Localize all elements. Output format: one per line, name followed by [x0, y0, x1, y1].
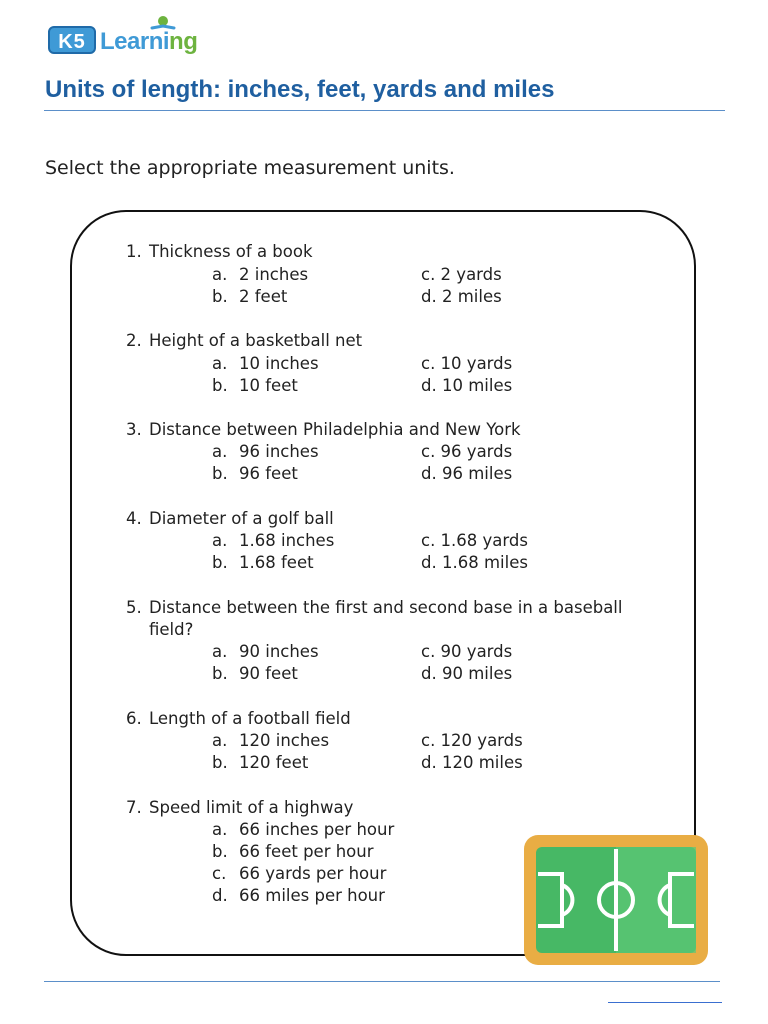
logo-badge: K5 — [48, 26, 96, 54]
option-text: 66 yards per hour — [239, 864, 387, 883]
question-text: Diameter of a golf ball — [149, 509, 334, 528]
option-letter: b. — [212, 464, 228, 483]
option-b[interactable] — [212, 463, 298, 485]
option-b[interactable] — [212, 375, 298, 397]
option-d[interactable] — [212, 885, 385, 907]
question-text: Distance between Philadelphia and New York — [149, 420, 521, 439]
option-letter: a. — [212, 265, 228, 284]
option-a[interactable] — [212, 264, 308, 286]
option-text: 2 inches — [239, 265, 309, 284]
question-number: 2. — [126, 331, 142, 350]
soccer-field-icon — [524, 835, 708, 965]
question-number: 1. — [126, 242, 142, 261]
option-letter: b. — [212, 287, 228, 306]
option-b[interactable] — [212, 752, 308, 774]
option-c[interactable]: c. 10 yards — [421, 354, 513, 373]
option-letter: a. — [212, 642, 228, 661]
question-text: Thickness of a book — [149, 242, 313, 261]
option-d[interactable]: d. 1.68 miles — [421, 553, 528, 572]
option-text: 10 feet — [239, 376, 298, 395]
page-title: Units of length: inches, feet, yards and miles — [45, 76, 555, 103]
option-d[interactable]: d. 90 miles — [421, 664, 513, 683]
question-text: Height of a basketball net — [149, 331, 363, 350]
question-number: 6. — [126, 709, 142, 728]
option-d[interactable]: d. 96 miles — [421, 464, 513, 483]
k5-learning-logo — [48, 18, 218, 58]
option-text: 96 feet — [239, 464, 298, 483]
option-text: 2 feet — [239, 287, 288, 306]
instructions: Select the appropriate measurement units. — [45, 157, 455, 179]
option-b[interactable] — [212, 552, 314, 574]
question-number: 3. — [126, 420, 142, 439]
kid-mascot-icon — [148, 14, 178, 40]
option-c[interactable]: c. 90 yards — [421, 642, 513, 661]
option-c[interactable] — [212, 863, 386, 885]
option-letter: a. — [212, 354, 228, 373]
title-divider — [44, 110, 725, 111]
option-letter: a. — [212, 820, 228, 839]
option-text: 120 feet — [239, 753, 309, 772]
option-d[interactable]: d. 2 miles — [421, 287, 502, 306]
option-text: 1.68 feet — [239, 553, 314, 572]
option-d[interactable]: d. 120 miles — [421, 753, 523, 772]
option-text: 10 inches — [239, 354, 319, 373]
option-a[interactable] — [212, 530, 334, 552]
option-a[interactable] — [212, 353, 319, 375]
option-letter: a. — [212, 442, 228, 461]
option-letter: c. — [212, 864, 227, 883]
question-number: 4. — [126, 509, 142, 528]
question-text: Distance between the first and second base in a baseball field? — [149, 598, 623, 639]
option-letter: a. — [212, 731, 228, 750]
option-letter: b. — [212, 753, 228, 772]
option-text: 90 inches — [239, 642, 319, 661]
option-text: 96 inches — [239, 442, 319, 461]
option-text: 120 inches — [239, 731, 330, 750]
option-letter: b. — [212, 664, 228, 683]
option-b[interactable] — [212, 663, 298, 685]
option-letter: b. — [212, 842, 228, 861]
option-c[interactable]: c. 120 yards — [421, 731, 523, 750]
option-text: 66 inches per hour — [239, 820, 395, 839]
option-b[interactable] — [212, 841, 374, 863]
footer-link-underline[interactable] — [608, 1002, 722, 1003]
option-a[interactable] — [212, 730, 329, 752]
logo-wordmark-part-b: ng — [169, 28, 198, 55]
option-c[interactable]: c. 96 yards — [421, 442, 513, 461]
logo-wordmark-part-a: Learni — [100, 28, 170, 55]
footer-divider — [44, 981, 720, 982]
option-c[interactable]: c. 1.68 yards — [421, 531, 528, 550]
option-a[interactable] — [212, 641, 319, 663]
option-letter: a. — [212, 531, 228, 550]
option-a[interactable] — [212, 819, 394, 841]
question-number: 7. — [126, 798, 142, 817]
option-text: 1.68 inches — [239, 531, 335, 550]
question-text: Speed limit of a highway — [149, 798, 354, 817]
option-letter: b. — [212, 376, 228, 395]
option-text: 66 feet per hour — [239, 842, 374, 861]
option-b[interactable] — [212, 286, 287, 308]
question-number: 5. — [126, 598, 142, 617]
option-a[interactable] — [212, 441, 319, 463]
option-letter: b. — [212, 553, 228, 572]
option-text: 90 feet — [239, 664, 298, 683]
option-d[interactable]: d. 10 miles — [421, 376, 513, 395]
option-text: 66 miles per hour — [239, 886, 385, 905]
option-letter: d. — [212, 886, 228, 905]
option-c[interactable]: c. 2 yards — [421, 265, 502, 284]
question-text: Length of a football field — [149, 709, 351, 728]
